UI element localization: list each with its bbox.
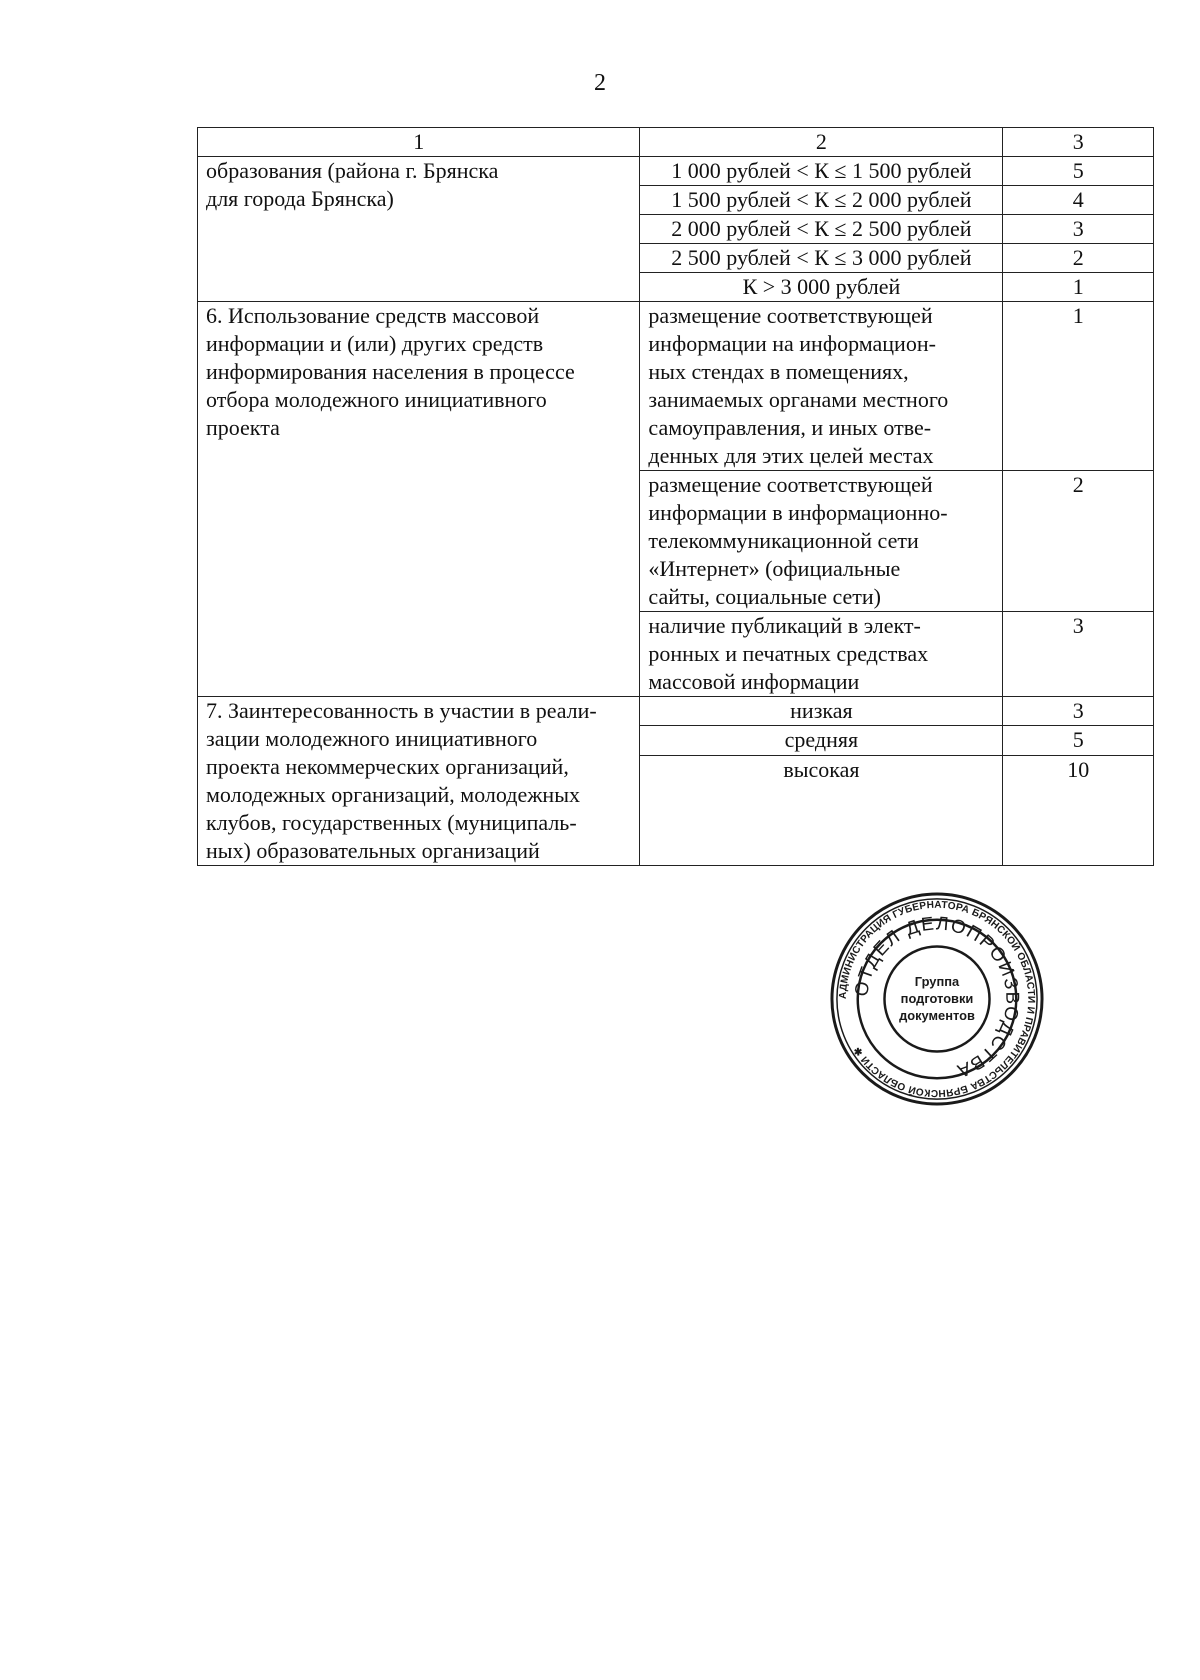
condition-line: телекоммуникационной сети [648, 528, 919, 553]
stamp-center-line: подготовки [900, 990, 974, 1006]
condition-line: ных стендах в помещениях, [648, 359, 909, 384]
criterion-cell-5 [198, 157, 640, 302]
score-cell: 2 [1003, 471, 1154, 612]
criterion-line: проекта [206, 415, 280, 440]
stamp-center-line: Группа [914, 974, 960, 990]
column-header-2: 2 [640, 128, 1003, 157]
condition-line: сайты, социальные сети) [648, 584, 881, 609]
criterion-cell-6 [198, 302, 640, 697]
criterion-line: отбора молодежного инициативного [206, 387, 547, 412]
criterion-line: для города Брянска) [206, 186, 394, 211]
criterion-line: 6. Использование средств массовой [206, 303, 540, 328]
table-row [198, 697, 1154, 726]
table-header-row [198, 128, 1154, 157]
score-cell: 2 [1003, 244, 1154, 273]
condition-cell: 1 500 рублей < К ≤ 2 000 рублей [640, 186, 1003, 215]
criterion-line: ных) образовательных организаций [206, 838, 540, 863]
condition-line: денных для этих целей местах [648, 443, 934, 468]
condition-cell: низкая [640, 697, 1003, 726]
table-row [198, 302, 1154, 471]
condition-cell: 2 000 рублей < К ≤ 2 500 рублей [640, 215, 1003, 244]
condition-cell: высокая [640, 755, 1003, 865]
condition-line: размещение соответствующей [648, 303, 933, 328]
score-cell: 1 [1003, 302, 1154, 471]
condition-line: занимаемых органами местного [648, 387, 949, 412]
condition-line: наличие публикаций в элект- [648, 613, 921, 638]
stamp-center-line: документов [899, 1007, 975, 1023]
criterion-line: проекта некоммерческих организаций, [206, 754, 569, 779]
condition-cell: 2 500 рублей < К ≤ 3 000 рублей [640, 244, 1003, 273]
criterion-line: образования (района г. Брянска [206, 158, 499, 183]
condition-cell [640, 302, 1003, 471]
condition-cell [640, 612, 1003, 697]
criterion-cell-7 [198, 697, 640, 866]
criterion-line: 7. Заинтересованность в участии в реали- [206, 698, 597, 723]
condition-line: размещение соответствующей [648, 472, 933, 497]
criterion-line: зации молодежного инициативного [206, 726, 538, 751]
condition-line: информации на информацион- [648, 331, 936, 356]
score-cell: 3 [1003, 612, 1154, 697]
column-header-1: 1 [198, 128, 640, 157]
condition-line: ронных и печатных средствах [648, 641, 929, 666]
score-cell: 1 [1003, 273, 1154, 302]
page-number: 2 [594, 70, 606, 96]
condition-cell: 1 000 рублей < К ≤ 1 500 рублей [640, 157, 1003, 186]
official-stamp [828, 890, 1046, 1108]
condition-line: информации в информационно- [648, 500, 948, 525]
criterion-line: молодежных организаций, молодежных [206, 782, 580, 807]
score-cell: 3 [1003, 215, 1154, 244]
criteria-table [197, 127, 1154, 866]
condition-cell: средняя [640, 726, 1003, 755]
condition-line: массовой информации [648, 669, 860, 694]
column-header-3: 3 [1003, 128, 1154, 157]
criterion-line: клубов, государственных (муниципаль- [206, 810, 577, 835]
criterion-line: информации и (или) других средств [206, 331, 544, 356]
stamp-outer-text: АДМИНИСТРАЦИЯ ГУБЕРНАТОРА БРЯНСКОЙ ОБЛАСТИ И ПРАВИТЕЛЬСТВА БРЯНСКОЙ ОБЛАСТИ ✱ [837, 899, 1037, 1099]
score-cell: 5 [1003, 157, 1154, 186]
condition-line: самоуправления, и иных отве- [648, 415, 932, 440]
score-cell: 5 [1003, 726, 1154, 755]
score-cell: 4 [1003, 186, 1154, 215]
stamp-inner-text: ОТДЕЛ ДЕЛОПРОИЗВОДСТВА [850, 912, 1024, 1083]
condition-cell [640, 471, 1003, 612]
condition-line: «Интернет» (официальные [648, 556, 901, 581]
table-row [198, 157, 1154, 186]
score-cell: 10 [1003, 755, 1154, 865]
condition-cell: К > 3 000 рублей [640, 273, 1003, 302]
criterion-line: информирования населения в процессе [206, 359, 575, 384]
score-cell: 3 [1003, 697, 1154, 726]
